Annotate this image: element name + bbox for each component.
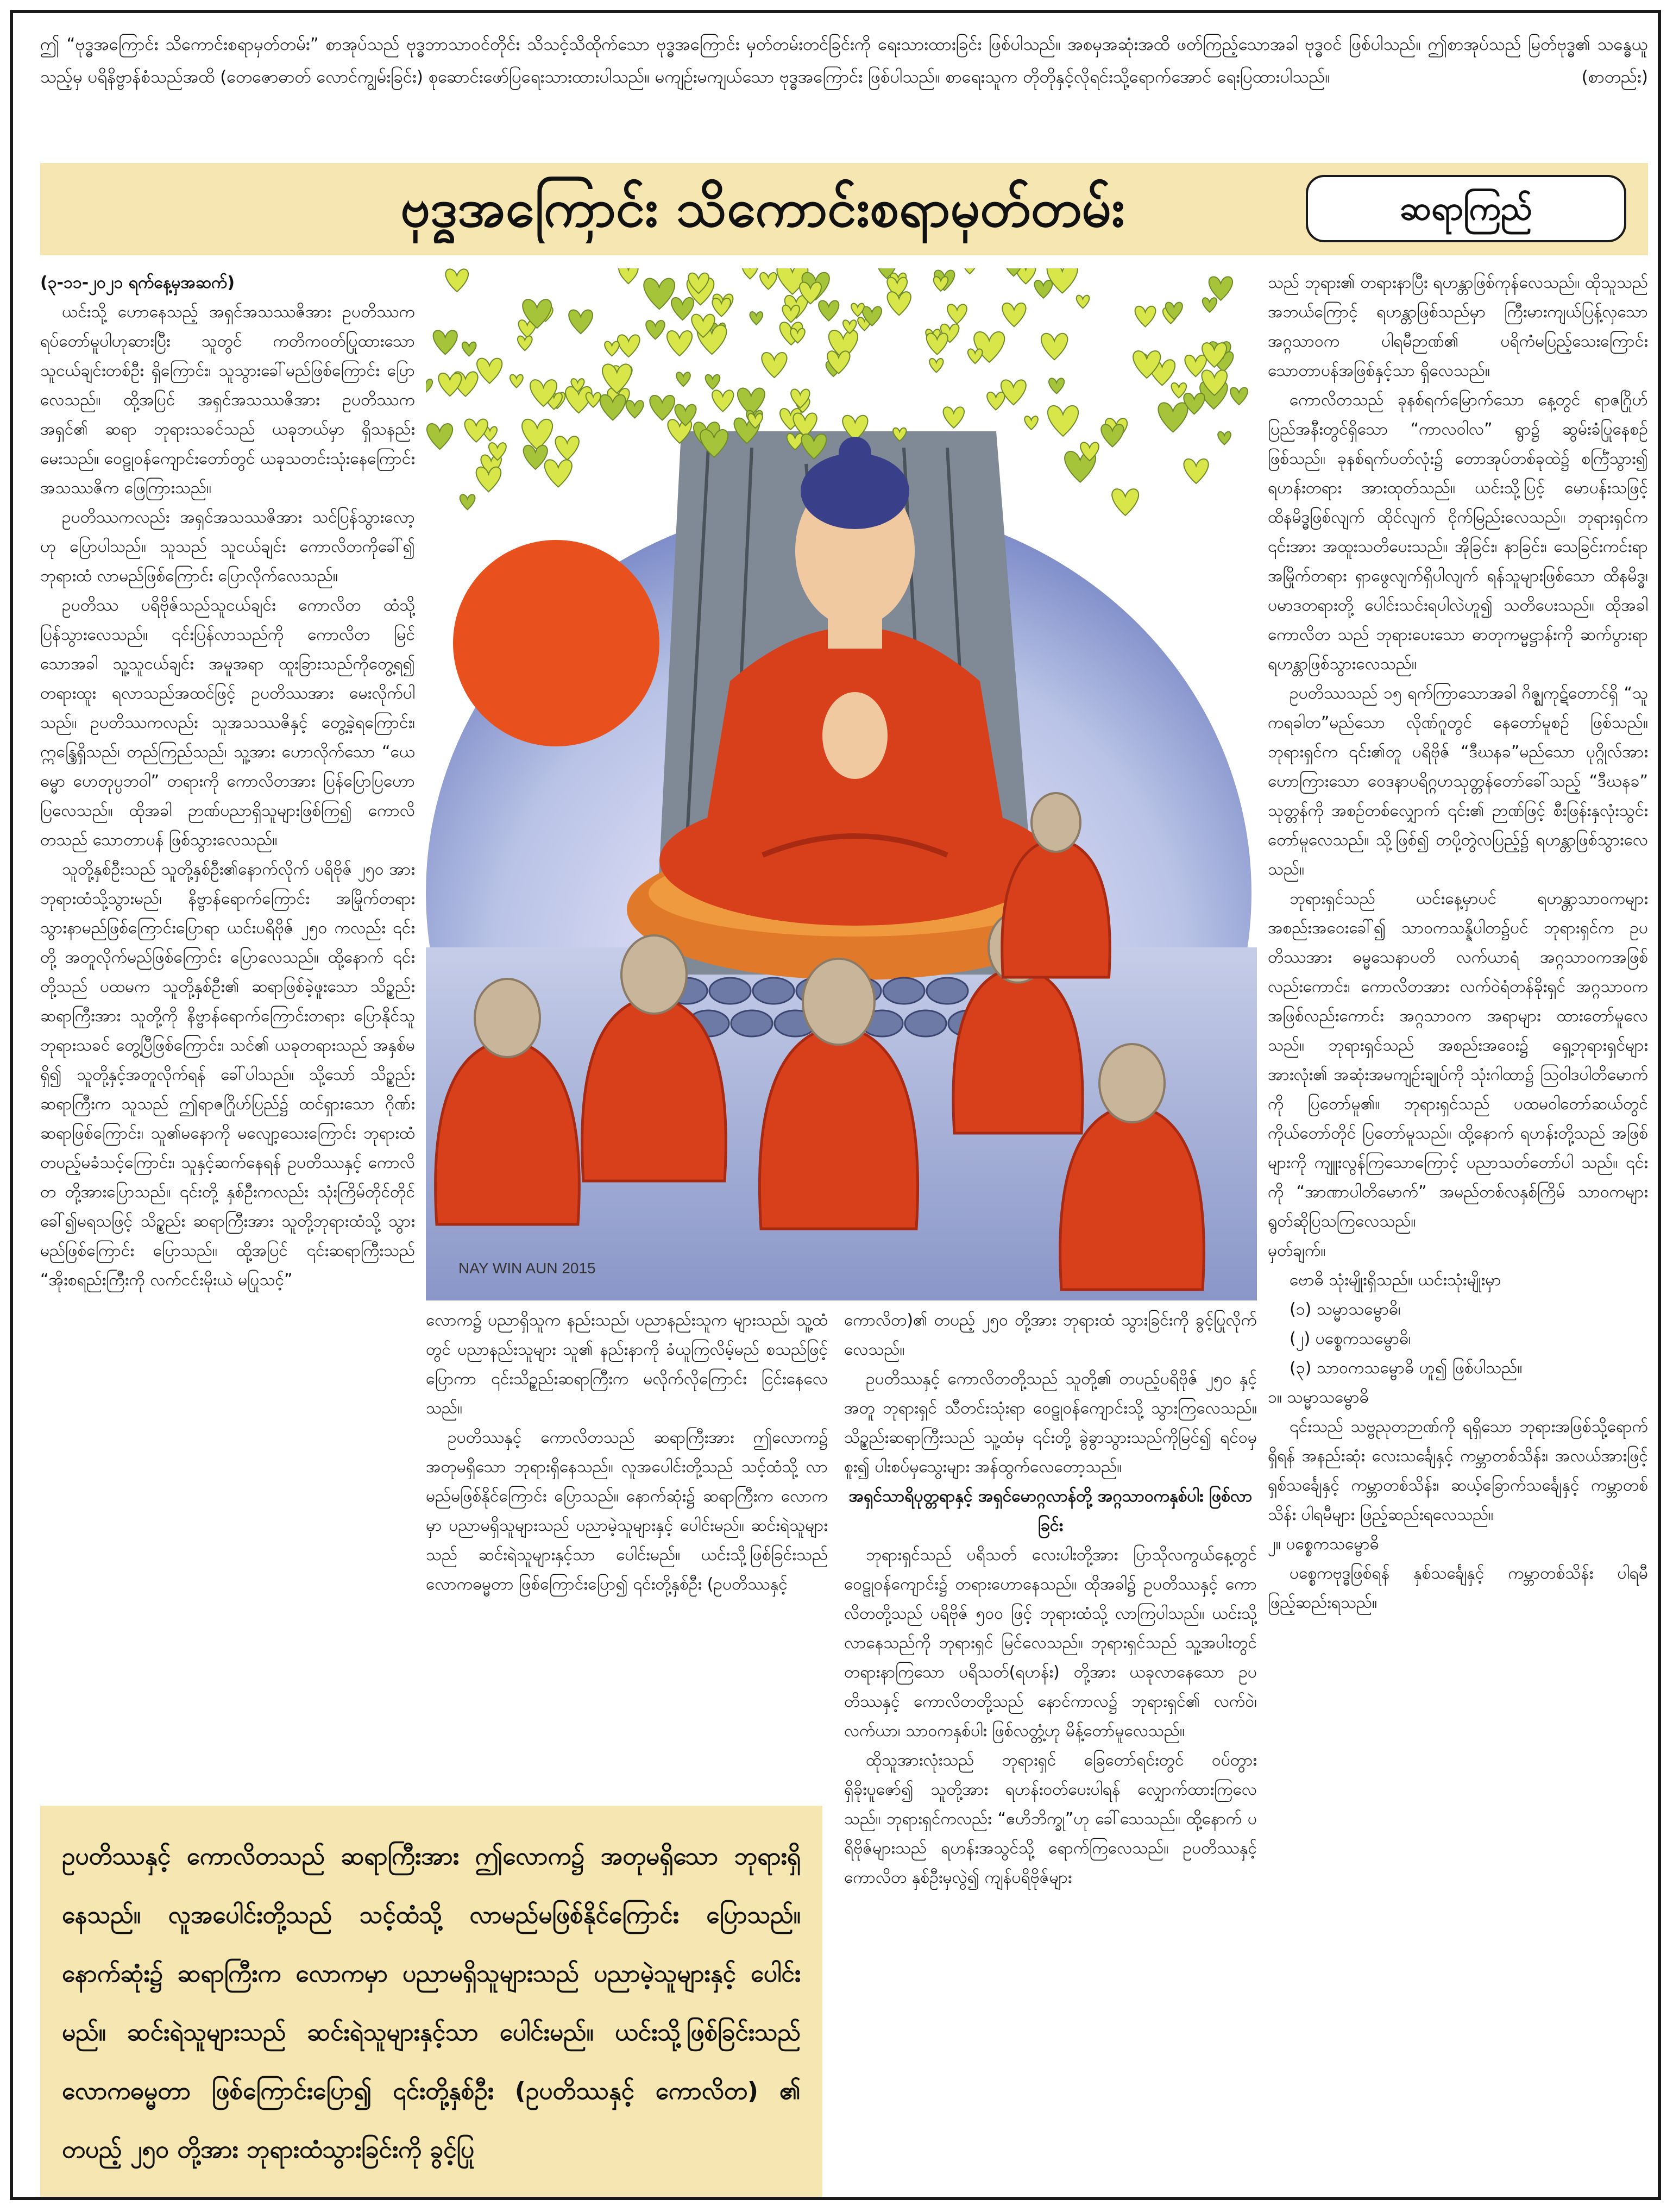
stone-shape (709, 978, 751, 1004)
paragraph: ဥပတိဿ ပရိဗိုဇ်သည်သူငယ်ချင်း ကောလိတ ထံသို့ ပြန်သွားလေသည်။ ၎င်းပြန်လာသည်ကို ကောလိတ မြင်သောအခါ သူ့သူငယ်ချင်း အမူအရာ ထူးခြားသည်ကိုတွေ့ရ၍ တရားထူး ရလာသည်အထင်ဖြင့် ဥပတိဿအား မေးလိုက်ပါသည်။ ဥပတိဿကလည်း သူအသဿဇိနှင့် တွေ့ခဲ့ရကြောင်း၊ ဣန္ဒြေရှိသည်၊ တည်ကြည်သည်၊ သူ့အား ဟောလိုက်သော “ယေဓမ္မာ ဟေတုပ္ပဘဝါ” တရားကို ကောလိတအား ပြန်ပြောပြဟောပြလေသည်။ ထိုအခါ ဉာဏ်ပညာရှိသူများဖြစ်ကြ၍ ကောလိတသည် သောတာပန် ဖြစ်သွားလေသည်။ (40, 596, 415, 850)
article-column-1 (40, 268, 415, 1789)
buddha-hands (822, 692, 888, 779)
paragraph: ဥပတိဿကလည်း အရှင်အသဿဇိအား သင်ပြန်သွားလော့ဟု ပြောပါသည်။ သူသည် သူငယ်ချင်း ကောလိတကိုခေါ်၍ ဘုရားထံ လာမည်ဖြစ်ကြောင်း ပြောလိုက်လေသည်။ (40, 508, 415, 586)
intro-paragraph (40, 28, 1648, 164)
paragraph: ဥပတိဿနှင့် ကောလိတသည် ဆရာကြီးအား ဤလောက၌ အတုမရှိသော ဘုရားရှိနေသည်။ လူအပေါင်းတို့သည် သင့်ထံသို့ လာမည်မဖြစ်နိုင်ကြောင်း ပြောသည်။ နောက်ဆုံး၌ ဆရာကြီးက လောကမှာ ပညာမရှိသူများသည် ပညာမဲ့သူများနှင့် ပေါင်းမည်။ ဆင်းရဲသူများသည် ဆင်းရဲသူများနှင့်သာ ပေါင်းမည်။ ယင်းသို့ဖြစ်ခြင်းသည် လောကဓမ္မတာ ဖြစ်ကြောင်းပြော၍ ၎င်းတို့နှစ်ဦး (ဥပတိဿနှင့် (426, 1428, 828, 1594)
paragraph: ယင်းသို့ ဟောနေသည့် အရှင်အသဿဇိအား ဥပတိဿက ရပ်တော်မူပါဟုဆားပြီး သူတွင် ကတိကဝတ်ပြုထားသော သူငယ်ချင်းတစ်ဦး ရှိကြောင်း၊ သူသွားခေါ်မည်ဖြစ်ကြောင်း ပြောလေသည်။ ထို့အပြင် အရှင်အသဿဇိအား ဥပတိဿက အရှင်၏ ဆရာ ဘုရားသခင်သည် ယခုဘယ်မှာ ရှိသနည်း မေးသည်။ ဝေဠုဝန်ကျောင်းတော်တွင် ယခုသတင်းသုံးနေကြောင်း အသဿဇိက ဖြေကြားသည်။ (40, 303, 415, 498)
note-intro: ဗောဓိ သုံးမျိုးရှိသည်။ ယင်းသုံးမျိုးမှာ (1290, 1271, 1501, 1290)
stone-shape (927, 978, 968, 1004)
stone-shape (731, 1010, 772, 1036)
pull-quote-text: ဥပတိဿနှင့် ကောလိတသည် ဆရာကြီးအား ဤလောက၌ အတုမရှိသော ဘုရားရှိနေသည်။ လူအပေါင်းတို့သည် သင့်ထံသို့ လာမည်မဖြစ်နိုင်ကြောင်း ပြောသည်။ နောက်ဆုံး၌ ဆရာကြီးက လောကမှာ ပညာမရှိသူများသည် ပညာမဲ့သူများနှင့် ပေါင်းမည်။ ဆင်းရဲသူများသည် ဆင်းရဲသူများနှင့်သာ ပေါင်းမည်။ ယင်းသို့ဖြစ်ခြင်းသည် လောကဓမ္မတာ ဖြစ်ကြောင်းပြော၍ ၎င်းတို့နှစ်ဦး (ဥပတိဿနှင့် ကောလိတ) ၏ တပည့် ၂၅၀ တို့အား ဘုရားထံသွားခြင်းကို ခွင့်ပြု (62, 1843, 801, 2164)
paragraph: သူတို့နှစ်ဦးသည် သူတို့နှစ်ဦး၏နောက်လိုက် ပရိဗိုဇ် ၂၅၀ အား ဘုရားထံသို့သွားမည်၊ နိဗ္ဗာန်ရောက်ကြောင်း အမြိုက်တရား သွားနာမည်ဖြစ်ကြောင်းပြောရာ ယင်းပရိဗိုဇ် ၂၅၀ ကလည်း ၎င်းတို့ အတူလိုက်မည်ဖြစ်ကြောင်း ပြောလေသည်။ ထို့နောက် ၎င်းတို့သည် ပထမက သူတို့နှစ်ဦး၏ ဆရာဖြစ်ခဲ့ဖူးသော သိဉ္စည်းဆရာကြီးအား သူတို့ကို နိဗ္ဗာန်ရောက်ကြောင်းတရား ပြောနိုင်သူ ဘုရားသခင် တွေ့ပြီဖြစ်ကြောင်း၊ သင်၏ ယခုတရားသည် အနှစ်မရှိ၍ သူတို့နှင့်အတူလိုက်ရန် ခေါ်ပါသည်။ သို့သော် သိဉ္စည်းဆရာကြီးက သူသည် ဤရာဇဂြိုဟ်ပြည်၌ ထင်ရှားသော ဂိုဏ်းဆရာဖြစ်ကြောင်း၊ သူ၏မနောကို မလျော့သေးကြောင်း ဘုရားထံ တပည့်မခံသင့်ကြောင်း၊ သူနှင့်ဆက်နေရန် ဥပတိဿနှင့် ကောလိတ တို့အားပြောသည်။ ၎င်းတို့ နှစ်ဦးကလည်း သုံးကြိမ်တိုင်တိုင် ခေါ်၍မရသဖြင့် သိဉ္စည်း ဆရာကြီးအား သူတို့ဘုရားထံသို့ သွားမည်ဖြစ်ကြောင်း ပြောသည်။ ထို့အပြင် ၎င်းဆရာကြီးသည် “အိုးစရည်းကြီးကို လက်ငင်းမိုးယဲ မပြုသင့်” (40, 860, 415, 1290)
note-item: (၂) ပစ္စေကသမ္ဗောဓိ၊ (1290, 1329, 1411, 1348)
intro-text: ဤ “ဗုဒ္ဓအကြောင်း သိကောင်းစရာမှတ်တမ်း” စာအုပ်သည် ဗုဒ္ဓဘာသာဝင်တိုင်း သိသင့်သိထိုက်သော ဗုဒ္ဓအကြောင်း မှတ်တမ်းတင်ခြင်းကို ရေးသားထားခြင်း ဖြစ်ပါသည်။ အစမှအဆုံးအထိ ဖတ်ကြည့်သောအခါ ဗုဒ္ဓဝင် ဖြစ်ပါသည်။ ဤစာအုပ်သည် မြတ်ဗုဒ္ဓ၏ သန္ဓေယူသည့်မှ ပရိနိဗ္ဗာန်စံသည်အထိ (တေဇောဓာတ် လောင်ကျွမ်းခြင်း) စုဆောင်းဖော်ပြရေးသားထားပါသည်။ မကျဉ်းမကျယ်သော ဗုဒ္ဓအကြောင်း ဖြစ်ပါသည်။ စာရေးသူက တိုတိုနှင့်လိုရင်းသို့ရောက်အောင် ရေးပြထားပါသည်။ (40, 35, 1648, 87)
stone-shape (905, 1010, 946, 1036)
illustration-svg (426, 268, 1257, 1300)
buddha-illustration (426, 268, 1257, 1300)
continuation-date: (၃-၁၁-၂၀၂၁ ရက်နေ့မှအဆက်) (40, 273, 235, 292)
author-name: ဆရာကြည် (1400, 190, 1532, 228)
article-title: ဗုဒ္ဓအကြောင်း သိကောင်းစရာမှတ်တမ်း (400, 178, 1125, 238)
paragraph: ဘုရားရှင်သည် ပရိသတ် လေးပါးတို့အား ပြာသိုလကွယ်နေ့တွင် ဝေဠုဝန်ကျောင်း၌ တရားဟောနေသည်။ ထိုအခါ၌ ဥပတိဿနှင့် ကောလိတတို့သည် ပရိဗိုဇ် ၅၀၀ ဖြင့် ဘုရားထံသို့ လာကြပါသည်။ ယင်းသို့လာနေသည်ကို ဘုရားရှင် မြင်လေသည်။ ဘုရားရှင်သည် သူ့အပါးတွင် တရားနာကြသော ပရိသတ်(ရဟန်း) တို့အား ယခုလာနေသော ဥပတိဿနှင့် ကောလိတတို့သည် နောင်ကာလ၌ ဘုရားရှင်၏ လက်ဝဲ၊ လက်ယာ၊ သာဝကနှစ်ပါး ဖြစ်လတ္တံ့ဟု မိန့်တော်မူလေသည်။ (844, 1545, 1257, 1740)
paragraph: ဘုရားရှင်သည် ယင်းနေ့မှာပင် ရဟန္တာသာဝကများ အစည်းအဝေးခေါ်၍ သာဝကသန္နိပါတ၌ပင် ဘုရားရှင်က ဥပတိဿအား ဓမ္မသေနာပတိ လက်ယာရံ အဂ္ဂသာဝကအဖြစ်လည်းကောင်း၊ ကောလိတအား လက်ဝဲရံတန်ခိုးရှင် အဂ္ဂသာဝကအဖြစ်လည်းကောင်း အဂ္ဂသာဝက အရာများ ထားတော်မူလေသည်။ ဘုရားရှင်သည် အစည်းအဝေး၌ ရှေ့ဘုရားရှင်များအားလုံး၏ အဆုံးအမကျဉ်းချုပ်ကို သုံးဂါထာ၌ ဩဝါဒပါတိမောက်ကို ပြတော်မူ၏။ ဘုရားရှင်သည် ပထမဝါတော်ဆယ်တွင် ကိုယ်တော်တိုင် ပြတော်မူသည်။ ထို့နောက် ရဟန်းတို့သည် အဖြစ်များကို ကျူးလွန်ကြသောကြောင့် ပညာသတ်တော်ပါ သည်။ ၎င်းကို “အာဏာပါတိမောက်” အမည်တစ်လနှစ်ကြိမ် သာဝကများ ရွတ်ဆိုပြသကြလေသည်။ (1268, 889, 1648, 1231)
paragraph: ပစ္စေကဗုဒ္ဓဖြစ်ရန် နှစ်သင်္ချေနှင့် ကမ္ဘာတစ်သိန်း ပါရမီဖြည့်ဆည်းရသည်။ (1268, 1564, 1648, 1612)
article-column-3 (1268, 268, 1648, 2200)
note-title: မှတ်ချက်။ (1268, 1241, 1326, 1260)
paragraph: ကောလိတသည် ခုနစ်ရက်မြောက်သော နေ့တွင် ရာဇဂြိုဟ်ပြည်အနီးတွင်ရှိသော “ကာလဝါလ” ရွာ၌ ဆွမ်းခံပြုနေစဉ် ဖြစ်သည်။ ခုနစ်ရက်ပတ်လုံး၌ တောအုပ်တစ်ခုထဲ၌ စင်္ကြံသွား၍ ရဟန်းတရား အားထုတ်သည်။ ယင်းသို့ပြင့် မောပန်းသဖြင့် ထိနမိဒ္ဓဖြစ်လျက် ထိုင်လျက် ငိုက်မြည်းလေသည်။ ဘုရားရှင်က ၎င်းအား အထူးသတိပေးသည်။ အိုခြင်း၊ နာခြင်း၊ သေခြင်းကင်းရာ အမြိုက်တရား ရှာဖွေလျက်ရှိပါလျက် ရန်သူများဖြစ်သော ထိနမိဒ္ဓ၊ ပမာဒတရားတို့ ပေါင်းသင်းရပါလဲဟူ၍ သတိပေးသည်။ ထိုအခါ ကောလိတ သည် ဘုရားပေးသော ဓာတုကမ္မဋ္ဌာန်းကို ဆက်ပွားရာ ရဟန္တာဖြစ်သွားလေသည်။ (1268, 391, 1648, 674)
paragraph: သည် ဘုရား၏ တရားနာပြီး ရဟန္တာဖြစ်ကုန်လေသည်။ ထိုသူသည် အဘယ်ကြောင့် ရဟန္တာဖြစ်သည်မှာ ကြီးမားကျယ်ပြန့်လှသော အဂ္ဂသာဝက ပါရမီဉာဏ်၏ ပရိကံမပြည့်သေးကြောင်း သောတာပန်အဖြစ်နှင့်သာ ရှိလေသည်။ (1268, 273, 1648, 380)
section-subheading: အရှင်သာရိပုတ္တရာနှင့် အရှင်မောဂ္ဂလာန်တို့ အဂ္ဂသာဝကနှစ်ပါး ဖြစ်လာခြင်း (848, 1487, 1253, 1535)
artist-signature: NAY WIN AUN 2015 (458, 1260, 596, 1277)
note-item: (၃) သာဝကသမ္ဗောဓိ ဟူ၍ ဖြစ်ပါသည်။ (1290, 1359, 1523, 1378)
paragraph: လောက၌ ပညာရှိသူက နည်းသည်၊ ပညာနည်းသူက များသည်၊ သူ့ထံတွင် ပညာနည်းသူများ သူ၏ နည်းနာကို ခံယူကြလိမ့်မည် စသည်ဖြင့်ပြောကာ ၎င်းသိဉ္စည်းဆရာကြီးက မလိုက်လိုကြောင်း ငြင်းနေလေသည်။ (426, 1311, 828, 1418)
article-column-2a (426, 1306, 828, 1789)
paragraph: ကောလိတ)၏ တပည့် ၂၅၀ တို့အား ဘုရားထံ သွားခြင်းကို ခွင့်ပြုလိုက်လေသည်။ (844, 1311, 1257, 1359)
bottom-rule (40, 2191, 1648, 2200)
author-box (1306, 175, 1626, 242)
title-banner (40, 163, 1648, 255)
pull-quote (40, 1806, 822, 2197)
stone-shape (883, 978, 924, 1004)
paragraph: ထိုသူအားလုံးသည် ဘုရားရှင် ခြေတော်ရင်းတွင် ဝပ်တွားရှိခိုးပူဇော်၍ သူတို့အား ရဟန်းဝတ်ပေးပါရန် လျှောက်ထားကြလေသည်။ ဘုရားရှင်ကလည်း “ဧဟိဘိက္ခု”ဟု ခေါ်သေသည်။ ထို့နောက် ပရိဗိုဇ်များသည် ရဟန်းအသွင်သို့ ရောက်ကြလေသည်။ ဥပတိဿနှင့် ကောလိတ နှစ်ဦးမှလွဲ၍ ကျန်ပရိဗိုဇ်များ (844, 1751, 1257, 1887)
intro-signature: (စာတည်း) (1581, 67, 1648, 87)
sun-icon (453, 540, 659, 746)
article-column-2b (844, 1306, 1257, 2200)
paragraph: ဥပတိဿသည် ၁၅ ရက်ကြာသောအခါ ဂိဇ္ဈကုဋ်တောင်ရှိ “သူကရခါတ”မည်သော လိုဏ်ဂူတွင် နေတော်မူစဉ် ဖြစ်သည်။ ဘုရားရှင်က ၎င်း၏တူ ပရိဗိုဇ် “ဒီဃနခ”မည်သော ပုဂ္ဂိုလ်အား ဟောကြားသော ဝေဒနာပရိဂ္ဂဟသုတ္တန်တော်ခေါ်သည့် “ဒီဃနခ” သုတ္တန်ကို အစဉ်တစ်လျှောက် ၎င်း၏ ဉာဏ်ဖြင့် စီးဖြန်းနှလုံးသွင်းတော်မူလေသည်။ သို့ဖြစ်၍ တပို့တွဲလပြည့်၌ ရဟန္တာဖြစ်သွားလေသည်။ (1268, 684, 1648, 879)
section-title: ၂။ ပစ္စေကသမ္ဗောဓိ (1268, 1535, 1379, 1554)
section-title: ၁။ သမ္မာသမ္ဗောဓိ (1268, 1388, 1369, 1407)
note-item: (၁) သမ္မာသမ္ဗောဓိ၊ (1290, 1300, 1401, 1319)
paragraph: ဥပတိဿနှင့် ကောလိတတို့သည် သူတို့၏ တပည့်ပရိဗိုဇ် ၂၅၀ နှင့်အတူ ဘုရားရှင် သီတင်းသုံးရာ ဝေဠုဝန်ကျောင်းသို့ သွားကြလေသည်။ သိဉ္စည်းဆရာကြီးသည် သူ့ထံမှ ၎င်းတို့ ခွဲခွာသွားသည်ကိုမြင်၍ ရင်ဝမှစူး၍ ပါးစပ်မှသွေးများ အန်ထွက်လေတော့သည်။ (844, 1369, 1257, 1476)
page-frame (10, 10, 1661, 2200)
paragraph: ၎င်းသည် သဗ္ဗညုတဉာဏ်ကို ရရှိသော ဘုရားအဖြစ်သို့ရောက်ရှိရန် အနည်းဆုံး လေးသင်္ချေနှင့် ကမ္ဘာတစ်သိန်း၊ အလယ်အားဖြင့် ရှစ်သင်္ချေနှင့် ကမ္ဘာတစ်သိန်း၊ ဆယ့်ခြောက်သင်္ချေနှင့် ကမ္ဘာတစ်သိန်း ပါရမီများ ဖြည့်ဆည်းရလေသည်။ (1268, 1417, 1648, 1524)
stone-shape (753, 978, 794, 1004)
